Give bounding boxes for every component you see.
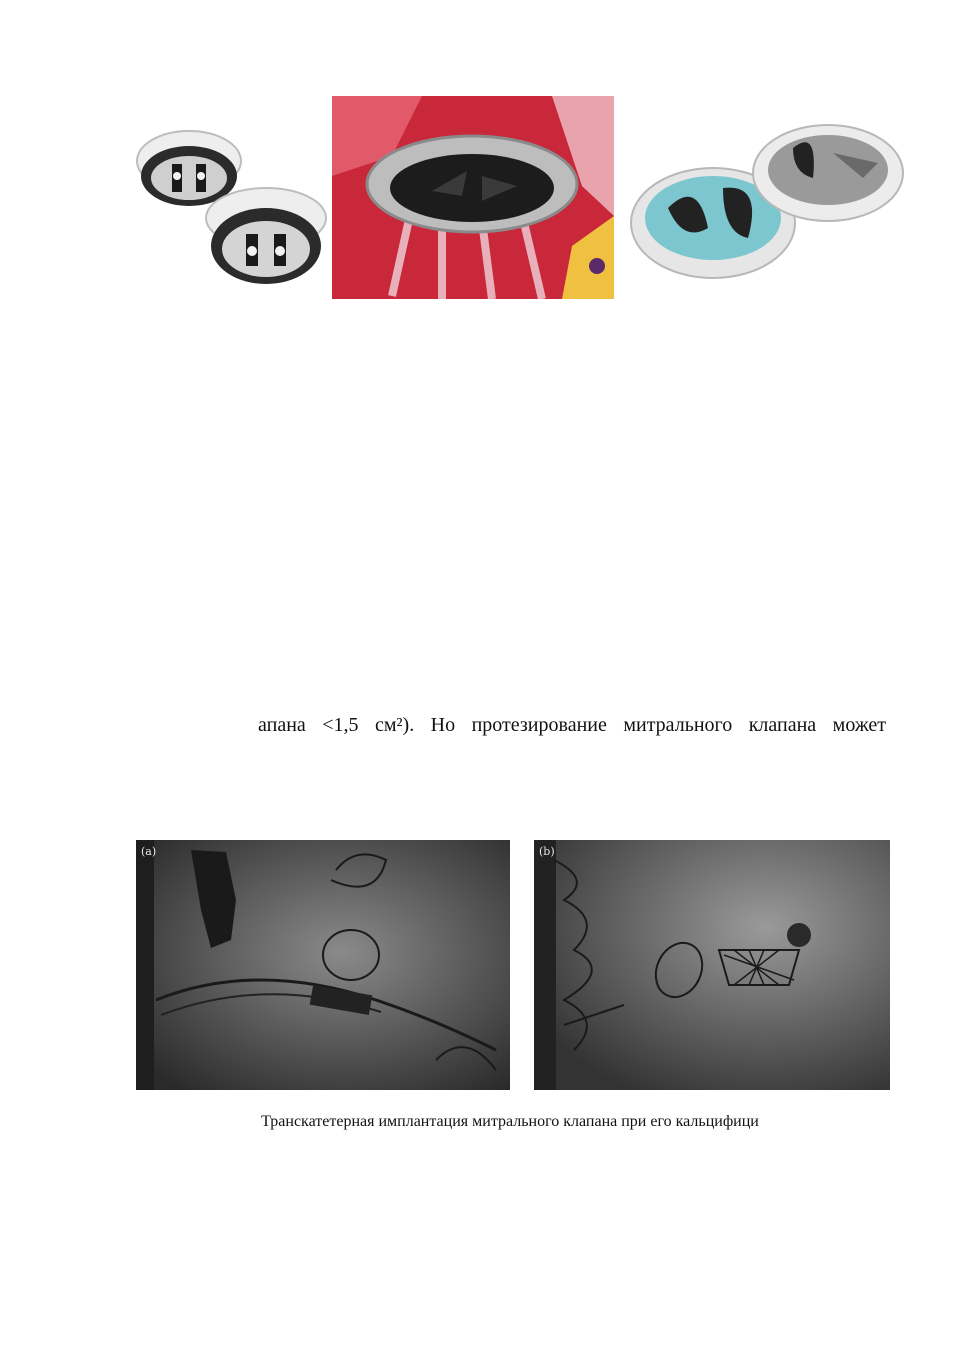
valve-implanted-in-heart-illustration [332,96,614,299]
fluoroscopy-panel-b [534,840,890,1090]
valve-in-heart-image [332,96,614,299]
panel-label-a: (a) [141,845,157,858]
fluoroscopy-panel-a [136,840,510,1090]
panel-label-b: (b) [539,845,555,858]
body-text-line: апана <1,5 см²). Но протезирование митрального клапана может [258,714,886,736]
mechanical-valve-illustration [628,118,908,296]
fluoroscopy-image [136,840,510,1090]
valve-image-left [134,106,334,301]
mechanical-valve-illustration [134,106,334,301]
valve-image-right [628,118,908,296]
figure-caption: Транскатетерная имплантация митрального клапана при его кальцифици [261,1113,759,1130]
fluoroscopy-image [534,840,890,1090]
